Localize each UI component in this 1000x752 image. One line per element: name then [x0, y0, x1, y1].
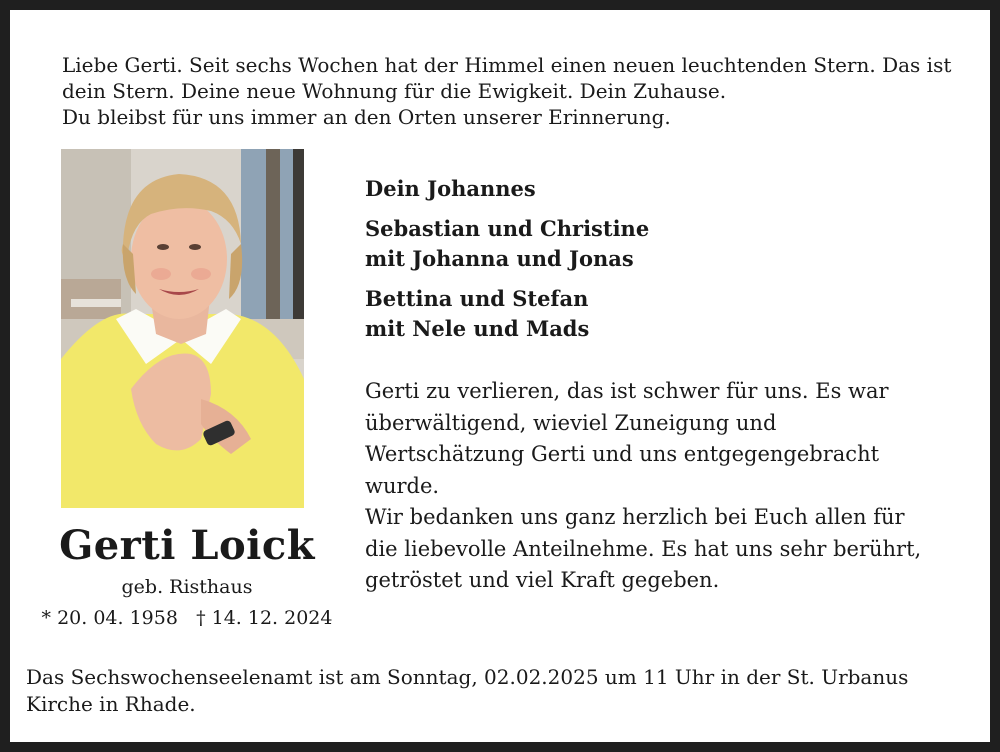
family-group — [365, 284, 965, 344]
family-signatures — [365, 174, 965, 354]
thanks-line: Wir bedanken uns ganz herzlich bei Euch allen für — [365, 505, 905, 529]
family-group — [365, 174, 965, 204]
intro-line: Du bleibst für uns immer an den Orten unserer Erinnerung. — [62, 105, 671, 129]
birth-date: * 20. 04. 1958 — [41, 607, 178, 629]
thanks-line: getröstet und viel Kraft gegeben. — [365, 568, 720, 592]
family-line: Dein Johannes — [365, 176, 536, 201]
thanks-line: Wertschätzung Gerti und uns entgegengebracht — [365, 442, 880, 466]
portrait-photo — [61, 149, 304, 508]
service-announcement — [26, 664, 986, 718]
maiden-name: geb. Risthaus — [121, 576, 253, 598]
thanks-text — [365, 376, 985, 597]
intro-line: Liebe Gerti. Seit sechs Wochen hat der Himmel einen neuen leuchtenden Stern. Das ist — [62, 53, 952, 77]
life-dates — [32, 606, 342, 630]
thanks-line: überwältigend, wieviel Zuneigung und — [365, 410, 777, 435]
family-line: Sebastian und Christine — [365, 216, 650, 241]
family-line: Bettina und Stefan — [365, 286, 589, 311]
thanks-line: Gerti zu verlieren, das ist schwer für uns. Es war — [365, 379, 889, 403]
intro-line: dein Stern. Deine neue Wohnung für die Ewigkeit. Dein Zuhause. — [62, 79, 727, 103]
thanks-line: wurde. — [365, 473, 440, 498]
family-line: mit Johanna und Jonas — [365, 246, 634, 271]
deceased-name: Gerti Loick — [59, 522, 315, 569]
thanks-line: die liebevolle Anteilnehme. Es hat uns sehr berührt, — [365, 536, 922, 561]
service-line: Das Sechswochenseelenamt ist am Sonntag, 02.02.2025 um 11 Uhr in der St. Urbanus — [26, 665, 909, 689]
death-date: † 14. 12. 2024 — [196, 607, 333, 629]
intro-text — [62, 52, 982, 130]
family-group — [365, 214, 965, 274]
service-line: Kirche in Rhade. — [26, 692, 196, 716]
family-line: mit Nele und Mads — [365, 316, 590, 341]
